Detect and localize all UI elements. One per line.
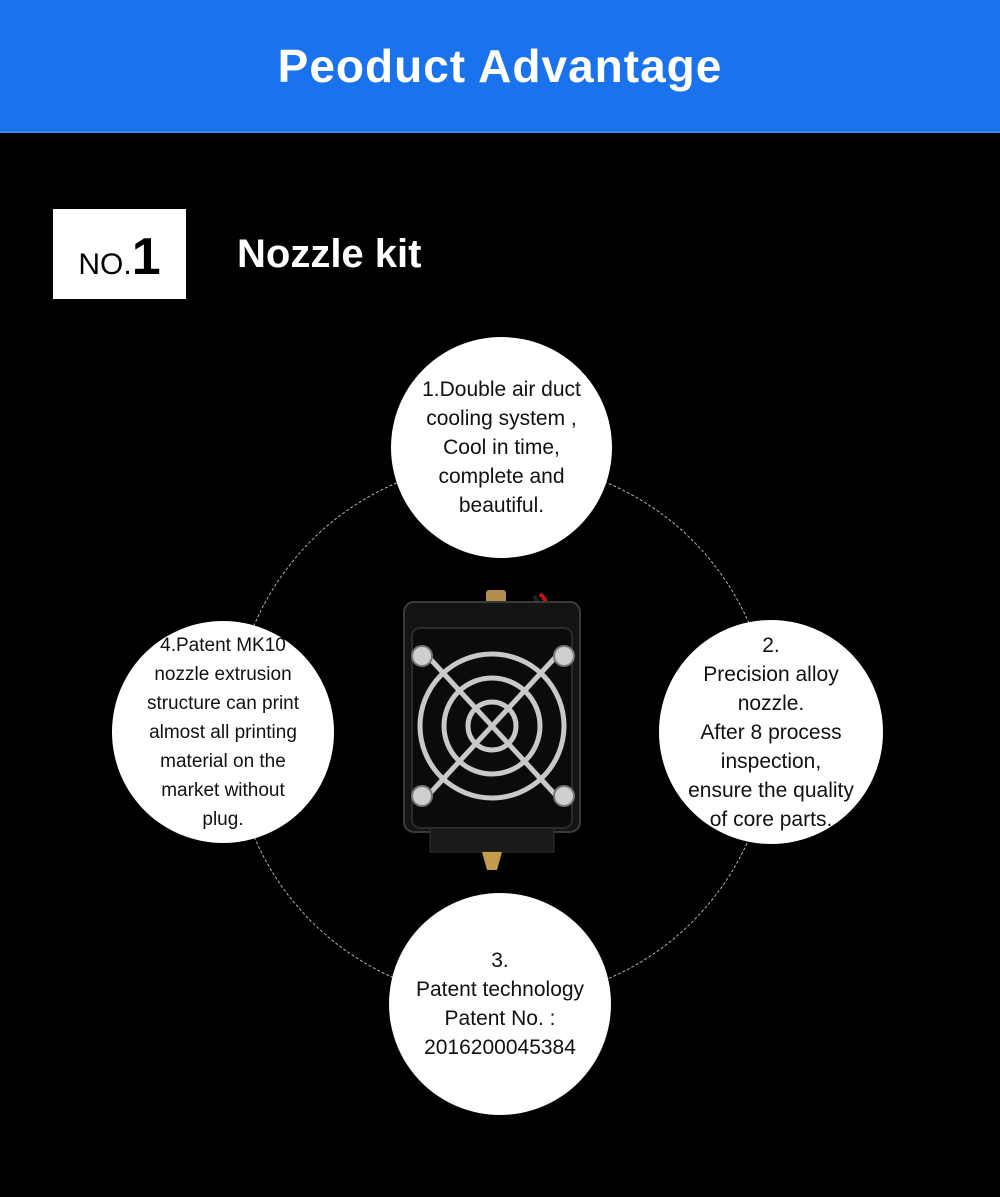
feature-text-1: 1.Double air duct cooling system , Cool in time, complete and beautiful. — [422, 378, 581, 517]
feature-bubble-2 — [659, 620, 883, 844]
header-banner — [0, 0, 1000, 133]
badge-number: 1 — [131, 228, 161, 286]
hotend-fan-icon — [400, 590, 584, 872]
section-number-badge — [53, 209, 186, 299]
feature-text-3: 3. Patent technology Patent No. : 2016200045384 — [415, 949, 585, 1059]
feature-bubble-3 — [389, 893, 611, 1115]
feature-bubble-1 — [391, 337, 612, 558]
feature-text-2: 2. Precision alloy nozzle. After 8 process inspection, ensure the quality of core parts. — [688, 633, 854, 831]
section-title: Nozzle kit — [237, 232, 422, 276]
banner-title: Peoduct Advantage — [277, 39, 723, 92]
feature-bubble-4 — [112, 621, 334, 843]
feature-text-4: 4.Patent MK10 nozzle extrusion structure can print almost all printing material on the market without plug. — [146, 634, 300, 830]
badge-prefix: NO. — [78, 248, 132, 281]
